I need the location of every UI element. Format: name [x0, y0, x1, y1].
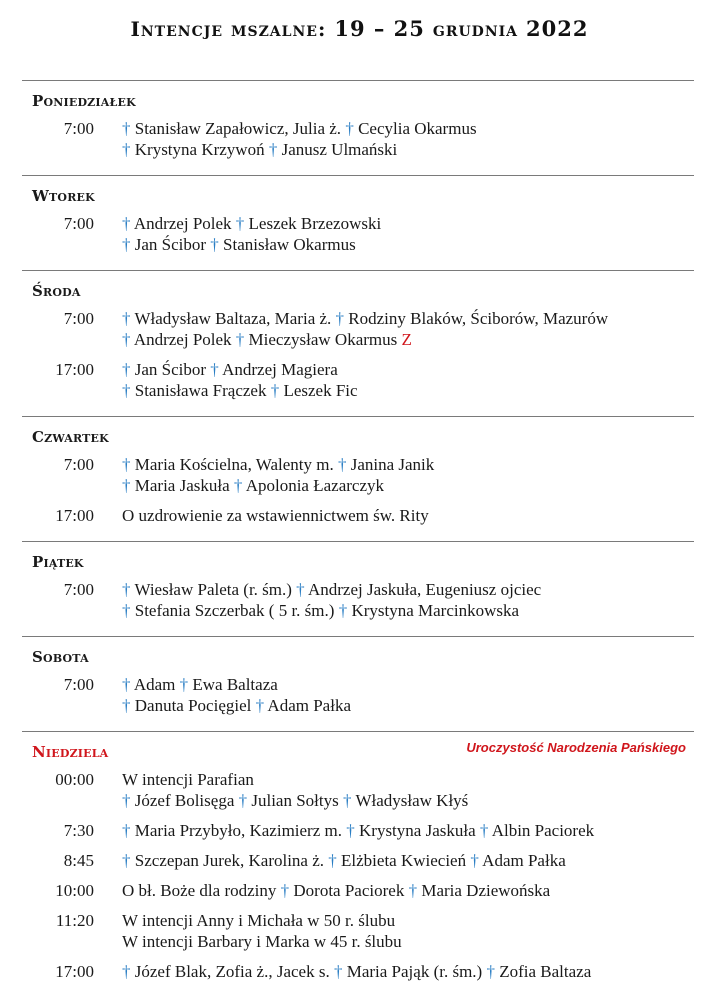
mass-intentions [122, 505, 694, 526]
day-section [22, 636, 694, 731]
cross-icon: † [470, 851, 479, 870]
intention-text: Maria Pająk (r. śm.) [346, 962, 483, 981]
intention-text: O uzdrowienie za wstawiennictwem św. Rity [122, 506, 429, 525]
cross-icon: † [479, 821, 489, 840]
cross-icon: † [122, 580, 131, 599]
mass-row [22, 769, 694, 811]
intention-text: Adam Pałka [482, 851, 566, 870]
intention-line [122, 910, 694, 931]
cross-icon: † [346, 821, 355, 840]
intention-line [122, 695, 694, 716]
intention-line [122, 505, 694, 526]
cross-icon: † [255, 696, 265, 715]
intention-text: Wiesław Paleta (r. śm.) [134, 580, 292, 599]
mass-intentions [122, 454, 694, 496]
intention-text: Krystyna Marcinkowska [351, 601, 520, 620]
intention-text: Władysław Baltaza, Maria ż. [134, 309, 332, 328]
mass-row [22, 118, 694, 160]
mass-time: 7:00 [63, 119, 94, 138]
intention-line [122, 234, 694, 255]
cross-icon: † [179, 675, 189, 694]
mass-row [22, 308, 694, 350]
intention-line [122, 380, 694, 401]
mass-row [22, 505, 694, 526]
red-mark: Z [401, 330, 412, 349]
cross-icon: † [342, 791, 352, 810]
mass-time: 7:00 [63, 309, 94, 328]
mass-time: 11:20 [55, 911, 94, 930]
day-name: Wtorek [32, 187, 95, 205]
cross-icon: † [122, 381, 131, 400]
mass-time: 10:00 [55, 881, 94, 900]
cross-icon: † [335, 309, 345, 328]
cross-icon: † [345, 119, 354, 138]
mass-intentions [122, 880, 694, 901]
intention-text: Józef Blak, Zofia ż., Jacek s. [134, 962, 330, 981]
cross-icon: † [210, 360, 219, 379]
intention-text: Leszek Fic [283, 381, 358, 400]
intention-text: Maria Przybyło, Kazimierz m. [134, 821, 342, 840]
intention-text: W intencji Parafian [122, 770, 254, 789]
cross-icon: † [122, 140, 131, 159]
cross-icon: † [270, 381, 280, 400]
day-section [22, 541, 694, 636]
intention-text: Andrzej Jaskuła, Eugeniusz ojciec [307, 580, 542, 599]
cross-icon: † [122, 476, 131, 495]
title-prefix: Intencje mszalne: [130, 17, 327, 41]
mass-time: 7:00 [63, 214, 94, 233]
mass-row [22, 850, 694, 871]
intention-line [122, 961, 694, 982]
cross-icon: † [122, 696, 131, 715]
mass-time: 17:00 [55, 962, 94, 981]
cross-icon: † [328, 851, 337, 870]
cross-icon: † [122, 851, 131, 870]
day-name: Piątek [32, 553, 84, 571]
intention-line [122, 674, 694, 695]
cross-icon: † [122, 119, 131, 138]
day-name: Czwartek [32, 428, 109, 446]
intention-line [122, 139, 694, 160]
mass-row [22, 579, 694, 621]
mass-row [22, 674, 694, 716]
intention-text: Danuta Pocięgiel [134, 696, 252, 715]
intention-text: Ewa Baltaza [192, 675, 278, 694]
intention-text: Adam Pałka [267, 696, 351, 715]
mass-time: 7:30 [63, 821, 94, 840]
cross-icon: † [122, 821, 131, 840]
cross-icon: † [238, 791, 248, 810]
intention-line [122, 213, 694, 234]
intention-text: W intencji Barbary i Marka w 45 r. ślubu [122, 932, 402, 951]
day-name: Poniedziałek [32, 92, 136, 110]
mass-time: 7:00 [63, 675, 94, 694]
mass-time: 17:00 [55, 360, 94, 379]
mass-row [22, 213, 694, 255]
mass-intentions [122, 359, 694, 401]
mass-row [22, 820, 694, 841]
page-title [0, 16, 719, 41]
intentions-list [22, 80, 694, 997]
title-month: grudnia [432, 17, 519, 41]
intention-line [122, 475, 694, 496]
mass-intentions [122, 308, 694, 350]
mass-time: 8:45 [63, 851, 94, 870]
intention-line [122, 118, 694, 139]
intention-line [122, 850, 694, 871]
mass-intentions [122, 674, 694, 716]
intention-text: Apolonia Łazarczyk [245, 476, 384, 495]
title-dates: 19 – 25 [334, 16, 425, 41]
title-year: 2022 [526, 16, 589, 41]
intention-text: Andrzej Polek [133, 330, 232, 349]
intention-text: Albin Paciorek [491, 821, 595, 840]
intention-text: Cecylia Okarmus [358, 119, 477, 138]
intention-text: O bł. Boże dla rodziny [122, 881, 277, 900]
intention-text: Jan Ścibor [134, 235, 207, 254]
intention-text: Stanisława Frączek [134, 381, 267, 400]
intention-text: Maria Dziewońska [421, 881, 551, 900]
cross-icon: † [122, 675, 131, 694]
day-section [22, 731, 694, 997]
intention-text: Stefania Szczerbak ( 5 r. śm.) [134, 601, 335, 620]
intention-text: Stanisław Okarmus [223, 235, 356, 254]
intention-text: Maria Jaskuła [134, 476, 230, 495]
intention-line [122, 931, 694, 952]
cross-icon: † [408, 881, 418, 900]
intention-text: Leszek Brzezowski [248, 214, 382, 233]
day-name: Niedziela [32, 743, 109, 761]
intention-text: Władysław Kłyś [355, 791, 469, 810]
cross-icon: † [235, 214, 245, 233]
mass-intentions [122, 850, 694, 871]
mass-intentions [122, 961, 694, 982]
cross-icon: † [122, 601, 131, 620]
day-section [22, 80, 694, 175]
intention-line [122, 769, 694, 790]
intention-text: Janina Janik [350, 455, 435, 474]
day-section [22, 175, 694, 270]
mass-intentions [122, 213, 694, 255]
mass-intentions [122, 910, 694, 952]
mass-time: 7:00 [63, 580, 94, 599]
mass-row [22, 359, 694, 401]
cross-icon: † [268, 140, 278, 159]
intention-text: Zofia Baltaza [499, 962, 592, 981]
mass-intentions [122, 118, 694, 160]
mass-row [22, 961, 694, 982]
intention-text: Krystyna Jaskuła [359, 821, 476, 840]
intention-line [122, 820, 694, 841]
cross-icon: † [486, 962, 495, 981]
intention-line [122, 600, 694, 621]
mass-row [22, 880, 694, 901]
intention-text: Andrzej Polek [133, 214, 232, 233]
intention-text: Rodziny Blaków, Ściborów, Mazurów [348, 309, 609, 328]
cross-icon: † [210, 235, 219, 254]
feast-label: Uroczystość Narodzenia Pańskiego [466, 740, 686, 755]
cross-icon: † [122, 235, 131, 254]
intention-line [122, 359, 694, 380]
intention-text: Józef Bolisęga [134, 791, 235, 810]
cross-icon: † [122, 330, 131, 349]
mass-time: 00:00 [55, 770, 94, 789]
intention-text: Maria Kościelna, Walenty m. [134, 455, 334, 474]
intention-text: Julian Sołtys [251, 791, 339, 810]
cross-icon: † [233, 476, 243, 495]
cross-icon: † [122, 791, 131, 810]
cross-icon: † [122, 455, 131, 474]
day-section [22, 270, 694, 416]
cross-icon: † [235, 330, 245, 349]
cross-icon: † [333, 962, 343, 981]
mass-row [22, 454, 694, 496]
intention-text: Adam [133, 675, 176, 694]
intention-text: Janusz Ulmański [281, 140, 398, 159]
day-section [22, 416, 694, 541]
intention-text: Jan Ścibor [134, 360, 207, 379]
cross-icon: † [337, 455, 347, 474]
intention-text: Mieczysław Okarmus [248, 330, 398, 349]
intention-text: Szczepan Jurek, Karolina ż. [134, 851, 325, 870]
mass-row [22, 910, 694, 952]
mass-time: 7:00 [63, 455, 94, 474]
intention-line [122, 329, 694, 350]
intention-text: Dorota Paciorek [293, 881, 405, 900]
intention-line [122, 579, 694, 600]
mass-intentions [122, 579, 694, 621]
intention-line [122, 308, 694, 329]
cross-icon: † [122, 214, 131, 233]
intention-line [122, 454, 694, 475]
intention-text: Andrzej Magiera [222, 360, 338, 379]
intention-text: W intencji Anny i Michała w 50 r. ślubu [122, 911, 396, 930]
intention-line [122, 880, 694, 901]
intention-text: Krystyna Krzywoń [134, 140, 265, 159]
day-name: Sobota [32, 648, 89, 666]
intention-text: Stanisław Zapałowicz, Julia ż. [134, 119, 342, 138]
mass-time: 17:00 [55, 506, 94, 525]
intention-text: Elżbieta Kwiecień [341, 851, 467, 870]
day-name: Środa [32, 282, 81, 300]
cross-icon: † [296, 580, 305, 599]
cross-icon: † [280, 881, 290, 900]
intention-line [122, 790, 694, 811]
cross-icon: † [122, 962, 131, 981]
cross-icon: † [338, 601, 348, 620]
mass-intentions [122, 820, 694, 841]
cross-icon: † [122, 309, 131, 328]
mass-intentions [122, 769, 694, 811]
cross-icon: † [122, 360, 131, 379]
